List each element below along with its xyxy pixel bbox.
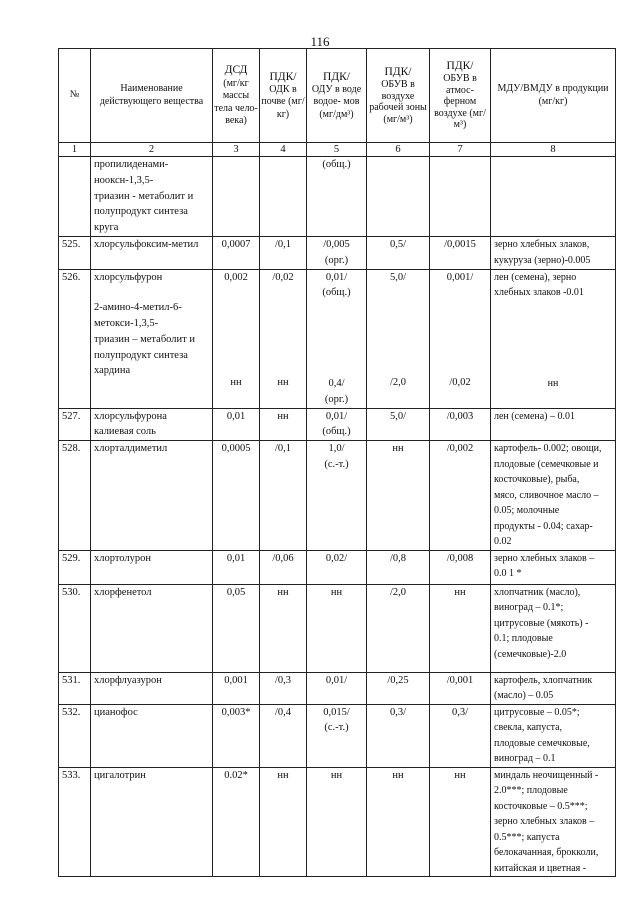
mdu-line: 2.0***; плодовые	[494, 785, 568, 796]
pdk-water-value-cell	[307, 550, 367, 584]
mdu-line: свекла, капуста,	[494, 722, 563, 733]
table-row	[59, 767, 616, 877]
cell-spacer	[216, 285, 256, 300]
substance-name-line: хлорсульфурона	[94, 410, 167, 422]
substance-name-line: круга	[94, 222, 119, 233]
cell-spacer	[433, 285, 487, 300]
cell-spacer	[494, 331, 612, 346]
header-pdk-soil-symbol: ПДК/	[269, 70, 297, 83]
row-number: 531.	[62, 674, 81, 686]
dsd-value-cell	[213, 237, 260, 270]
pdk-work-value: нн	[392, 443, 404, 454]
pdk-water-value: нн	[330, 586, 343, 598]
mdu-line: картофель, хлопчатник	[494, 674, 593, 686]
row-number-cell	[59, 269, 91, 408]
pdk-soil-value: /0,3	[274, 674, 292, 686]
cell-spacer	[216, 300, 256, 315]
pdk-atm-value: /0,02	[449, 377, 471, 389]
mdu-line: цитрусовые (мякоть) -	[494, 617, 589, 629]
pdk-atm-value: нн	[454, 769, 466, 781]
pdk-soil-value-cell	[260, 584, 307, 672]
mdu-value-cell	[491, 550, 616, 584]
header-pdk-water	[307, 49, 367, 143]
pdk-water-value: (общ.)	[322, 159, 351, 170]
row-number-cell	[59, 441, 91, 551]
pdk-water-value: 1,0/	[328, 443, 345, 454]
pdk-water-value: 0,01/	[325, 674, 348, 686]
table-row	[59, 672, 616, 704]
table-row	[59, 550, 616, 584]
pdk-water-value-cell	[307, 408, 367, 441]
cell-spacer	[310, 346, 363, 361]
header-substance-name: Наименование действующего вещества	[91, 49, 213, 143]
cell-spacer	[94, 285, 209, 300]
column-number: 3	[213, 143, 260, 157]
cell-spacer	[370, 330, 426, 345]
mdu-value-cell	[491, 237, 616, 270]
cell-spacer	[263, 330, 303, 345]
pdk-work-value-cell	[367, 672, 430, 704]
dsd-value-cell	[213, 408, 260, 441]
pdk-work-value-cell	[367, 704, 430, 767]
row-number-cell	[59, 550, 91, 584]
mdu-line: 0.0 1 *	[494, 568, 522, 579]
mdu-line: лен (семена), зерно	[494, 271, 577, 283]
pdk-work-value: нн	[392, 769, 404, 781]
pdk-work-value-cell	[367, 550, 430, 584]
mdu-line: продукты - 0.04; сахар-	[494, 520, 593, 532]
substance-name-line: полупродукт синтеза	[94, 206, 188, 218]
cell-spacer	[263, 300, 303, 315]
pdk-work-value: /0,25	[387, 674, 409, 686]
mdu-line: зерно хлебных злаков –	[494, 552, 595, 564]
substance-name-cell	[91, 584, 213, 672]
substance-metabolite-line: полупродукт синтеза	[94, 349, 188, 361]
header-pdk-atm-text: ОБУВ в атмос- ферном воздухе (мг/м³)	[434, 73, 486, 131]
pdk-atm-value: /0,002	[446, 443, 474, 454]
substance-name-line: хлорталдиметил	[94, 443, 168, 454]
header-pdk-soil	[260, 49, 307, 143]
cell-spacer	[216, 360, 256, 375]
cell-spacer	[433, 360, 487, 375]
cell-spacer	[263, 360, 303, 375]
pdk-water-value: (с.-т.)	[324, 722, 349, 734]
column-number: 2	[91, 143, 213, 157]
pdk-water-value: /0,005	[323, 239, 350, 250]
cell-spacer	[494, 361, 612, 376]
pdk-atm-value: 0,001/	[446, 271, 474, 283]
header-num: №	[59, 49, 91, 143]
pdk-soil-value-cell	[260, 441, 307, 551]
substance-name-line: цигалотрин	[94, 769, 146, 781]
pdk-soil-value-cell	[260, 269, 307, 408]
pdk-soil-value: нн	[277, 377, 289, 389]
pdk-work-value: 5,0/	[389, 410, 407, 422]
mdu-line: 0.05; молочные	[494, 505, 560, 516]
table-row	[59, 408, 616, 441]
row-number-cell	[59, 767, 91, 877]
cell-spacer	[310, 331, 363, 346]
substance-name-cell	[91, 157, 213, 237]
mdu-line: 0.5***; капуста	[494, 831, 560, 843]
table-row	[59, 584, 616, 672]
pdk-water-value: (с.-т.)	[324, 458, 349, 470]
substance-name: хлорсульфурон	[94, 271, 163, 283]
pdk-work-value: /0,8	[389, 552, 407, 564]
pdk-atm-value-cell	[430, 767, 491, 877]
table-body	[59, 157, 616, 877]
header-dsd-symbol: ДСД	[224, 64, 248, 77]
mdu-line: виноград – 0.1*;	[494, 602, 564, 613]
dsd-value-cell	[213, 157, 260, 237]
mdu-line: виноград – 0.1	[494, 753, 556, 764]
pdk-soil-value-cell	[260, 157, 307, 237]
pdk-water-value: (орг.)	[324, 393, 349, 405]
header-pdk-atm	[430, 49, 491, 143]
mdu-line: 0.1; плодовые	[494, 633, 553, 644]
mdu-value-cell	[491, 704, 616, 767]
substance-name-cell	[91, 237, 213, 270]
mdu-line: мясо, сливочное масло –	[494, 489, 599, 501]
pdk-soil-value-cell	[260, 704, 307, 767]
dsd-value: 0.02*	[224, 769, 248, 781]
mdu-line: картофель- 0.002; овощи,	[494, 443, 602, 454]
header-dsd-text: (мг/кг массы тела чело- века)	[214, 77, 258, 127]
cell-spacer	[370, 360, 426, 375]
column-number: 5	[307, 143, 367, 157]
pdk-atm-value: 0,3/	[451, 706, 469, 718]
dsd-value-cell	[213, 441, 260, 551]
mdu-line: (масло) – 0.05	[494, 690, 554, 701]
mdu-line: нн	[547, 377, 559, 389]
pdk-water-value: 0,015/	[323, 706, 350, 718]
header-dsd	[213, 49, 260, 143]
cell-spacer	[216, 315, 256, 330]
substance-name-cell	[91, 704, 213, 767]
substance-metabolite-line: триазин – метаболит и	[94, 333, 195, 345]
substance-name-line: пропилиденами-	[94, 159, 169, 170]
column-number: 8	[491, 143, 616, 157]
cell-spacer	[370, 345, 426, 360]
column-number: 4	[260, 143, 307, 157]
pdk-atm-value: /0,003	[446, 410, 474, 422]
pdk-work-value-cell	[367, 767, 430, 877]
row-number-cell	[59, 237, 91, 270]
pdk-atm-value-cell	[430, 441, 491, 551]
substance-name-cell	[91, 767, 213, 877]
substance-name-cell	[91, 672, 213, 704]
mdu-line: миндаль неочищенный -	[494, 769, 599, 781]
row-number: 525.	[62, 239, 81, 250]
header-pdk-work-symbol: ПДК/	[384, 65, 412, 78]
mdu-line: (семечковые)-2.0	[494, 648, 567, 660]
pdk-soil-value: /0,4	[274, 706, 292, 718]
row-number: 528.	[62, 443, 81, 454]
table-row	[59, 237, 616, 270]
pdk-atm-value-cell	[430, 584, 491, 672]
substance-name-line: калиевая соль	[94, 426, 156, 438]
row-number-cell	[59, 584, 91, 672]
substance-name-line: цианофос	[94, 706, 138, 718]
mdu-line: белокачанная, брокколи,	[494, 847, 599, 858]
mdu-line: зерно хлебных злаков,	[494, 239, 590, 250]
header-pdk-water-text: ОДУ в воде водое- мов (мг/дм³)	[311, 83, 362, 120]
pdk-work-value: 0,3/	[389, 706, 407, 718]
dsd-value-cell	[213, 704, 260, 767]
pdk-water-value-cell	[307, 704, 367, 767]
pdk-work-value-cell	[367, 584, 430, 672]
cell-spacer	[433, 345, 487, 360]
dsd-value: 0,01	[226, 410, 246, 422]
substance-name-line: хлорфлуазурон	[94, 674, 162, 686]
row-number-cell	[59, 672, 91, 704]
dsd-value-cell	[213, 584, 260, 672]
mdu-line: плодовые семечковые,	[494, 737, 590, 749]
row-number: 526.	[62, 271, 81, 283]
mdu-line: 0.02	[494, 536, 512, 547]
dsd-value: нн	[230, 377, 242, 389]
cell-spacer	[310, 316, 363, 331]
pdk-work-value-cell	[367, 408, 430, 441]
pdk-work-value-cell	[367, 157, 430, 237]
pdk-water-value: 0,01/	[325, 271, 348, 283]
pdk-soil-value-cell	[260, 767, 307, 877]
cell-spacer	[433, 300, 487, 315]
pdk-work-value-cell	[367, 269, 430, 408]
substance-name-line: хлортолурон	[94, 552, 152, 564]
cell-spacer	[494, 301, 612, 316]
pdk-water-value-cell	[307, 441, 367, 551]
mdu-line: кукуруза (зерно)-0.005	[494, 254, 591, 266]
cell-spacer	[216, 330, 256, 345]
mdu-line: косточковые – 0.5***;	[494, 800, 588, 812]
pdk-atm-value-cell	[430, 269, 491, 408]
pdk-soil-value-cell	[260, 550, 307, 584]
pdk-atm-value-cell	[430, 550, 491, 584]
cell-spacer	[433, 330, 487, 345]
dsd-value: 0,0005	[221, 443, 251, 454]
pdk-soil-value: нн	[277, 410, 289, 422]
substance-name-line: хлорфенетол	[94, 586, 152, 598]
substance-name-cell	[91, 550, 213, 584]
pdk-soil-value: /0,06	[272, 552, 294, 564]
header-row	[59, 49, 616, 143]
pdk-work-value: /2,0	[389, 377, 407, 389]
substance-name-line: нооксн-1,3,5-	[94, 174, 154, 186]
pdk-atm-value-cell	[430, 408, 491, 441]
cell-spacer	[370, 300, 426, 315]
substance-name-line: триазин - метаболит и	[94, 190, 194, 202]
dsd-value: 0,01	[226, 552, 246, 564]
pdk-water-value-cell	[307, 584, 367, 672]
row-number: 527.	[62, 410, 81, 422]
pdk-water-value: (орг.)	[324, 254, 349, 266]
pdk-soil-value-cell	[260, 237, 307, 270]
mdu-value-cell	[491, 157, 616, 237]
row-number: 530.	[62, 586, 81, 598]
pdk-water-value-cell	[307, 157, 367, 237]
cell-spacer	[494, 316, 612, 331]
header-pdk-work	[367, 49, 430, 143]
dsd-value-cell	[213, 269, 260, 408]
pdk-water-value: (общ.)	[322, 426, 351, 438]
row-number: 533.	[62, 769, 81, 781]
pdk-soil-value: нн	[277, 586, 289, 598]
mdu-value-cell	[491, 672, 616, 704]
cell-spacer	[263, 315, 303, 330]
cell-spacer	[494, 346, 612, 361]
pdk-water-value-cell	[307, 269, 367, 408]
pdk-work-value: /2,0	[389, 586, 407, 598]
pdk-soil-value: /0,1	[274, 443, 292, 454]
cell-spacer	[310, 301, 363, 316]
mdu-line: хлопчатник (масло),	[494, 586, 581, 598]
pdk-work-value: 5,0/	[389, 271, 407, 283]
row-number-cell	[59, 157, 91, 237]
pesticide-regulation-table	[58, 48, 616, 877]
pdk-water-value-cell	[307, 237, 367, 270]
dsd-value-cell	[213, 550, 260, 584]
cell-spacer	[216, 345, 256, 360]
dsd-value: 0,0007	[221, 239, 251, 250]
pdk-atm-value-cell	[430, 704, 491, 767]
substance-metabolite-line: метокси-1,3,5-	[94, 318, 159, 329]
pdk-water-value-cell	[307, 767, 367, 877]
pdk-atm-value: /0,0015	[444, 239, 476, 250]
pdk-water-value: 0,4/	[328, 378, 345, 389]
header-pdk-water-symbol: ПДК/	[322, 70, 350, 83]
pdk-work-value-cell	[367, 237, 430, 270]
substance-metabolite-line: 2-амино-4-метил-6-	[94, 302, 182, 314]
page-number: 116	[310, 34, 330, 49]
mdu-value-cell	[491, 584, 616, 672]
cell-spacer	[433, 315, 487, 330]
cell-spacer	[263, 345, 303, 360]
mdu-line: хлебных злаков -0.01	[494, 287, 584, 298]
pdk-water-value: нн	[330, 769, 343, 781]
pdk-water-value: (общ.)	[322, 287, 351, 299]
substance-name-cell	[91, 408, 213, 441]
dsd-value-cell	[213, 672, 260, 704]
mdu-line: плодовые (семечковые и	[494, 458, 599, 470]
cell-spacer	[263, 285, 303, 300]
row-number-cell	[59, 408, 91, 441]
substance-metabolite-line: хардина	[94, 365, 131, 377]
column-number: 6	[367, 143, 430, 157]
pdk-soil-value: нн	[277, 769, 289, 781]
cell-spacer	[370, 285, 426, 300]
header-pdk-work-text: ОБУВ в воздухе рабочей зоны (мг/м³)	[369, 79, 427, 125]
dsd-value: 0,001	[224, 674, 248, 686]
header-mdu: МДУ/ВМДУ в продукции (мг/кг)	[491, 49, 616, 143]
header-pdk-soil-text: ОДК в почве (мг/кг)	[261, 83, 305, 120]
column-number: 1	[59, 143, 91, 157]
pdk-water-value: 0,02/	[325, 552, 348, 564]
pdk-atm-value-cell	[430, 157, 491, 237]
table-row	[59, 704, 616, 767]
pdk-work-value-cell	[367, 441, 430, 551]
mdu-value-cell	[491, 269, 616, 408]
pdk-soil-value-cell	[260, 408, 307, 441]
row-number: 532.	[62, 706, 81, 718]
pdk-atm-value: /0,008	[446, 552, 474, 564]
cell-spacer	[310, 361, 363, 376]
table-row	[59, 157, 616, 237]
column-number-row	[59, 143, 616, 157]
substance-name-cell	[91, 441, 213, 551]
pdk-soil-value-cell	[260, 672, 307, 704]
table-row	[59, 441, 616, 551]
mdu-line: цитрусовые – 0.05*;	[494, 706, 580, 718]
dsd-value-cell	[213, 767, 260, 877]
dsd-value: 0,05	[226, 586, 246, 598]
pdk-work-value: 0,5/	[389, 239, 407, 250]
substance-name-line: хлорсульфоксим-метил	[94, 239, 199, 250]
pdk-atm-value: нн	[454, 586, 466, 598]
mdu-line: лен (семена) – 0.01	[494, 410, 575, 422]
substance-name-cell	[91, 269, 213, 408]
pdk-soil-value: /0,02	[272, 271, 294, 283]
mdu-line: китайская и цветная -	[494, 862, 587, 874]
pdk-water-value-cell	[307, 672, 367, 704]
row-number: 529.	[62, 552, 81, 564]
table-row	[59, 269, 616, 408]
pdk-soil-value: /0,1	[274, 239, 292, 250]
mdu-value-cell	[491, 441, 616, 551]
pdk-atm-value-cell	[430, 237, 491, 270]
cell-spacer	[370, 315, 426, 330]
pdk-atm-value: /0,001	[446, 674, 474, 686]
header-pdk-atm-symbol: ПДК/	[446, 60, 474, 73]
column-number: 7	[430, 143, 491, 157]
mdu-value-cell	[491, 408, 616, 441]
dsd-value: 0,002	[224, 271, 248, 283]
mdu-value-cell	[491, 767, 616, 877]
dsd-value: 0,003*	[221, 706, 251, 718]
mdu-line: косточковые), рыба,	[494, 474, 580, 485]
mdu-line: зерно хлебных злаков –	[494, 816, 595, 827]
pdk-atm-value-cell	[430, 672, 491, 704]
pdk-water-value: 0,01/	[325, 410, 348, 422]
row-number-cell	[59, 704, 91, 767]
